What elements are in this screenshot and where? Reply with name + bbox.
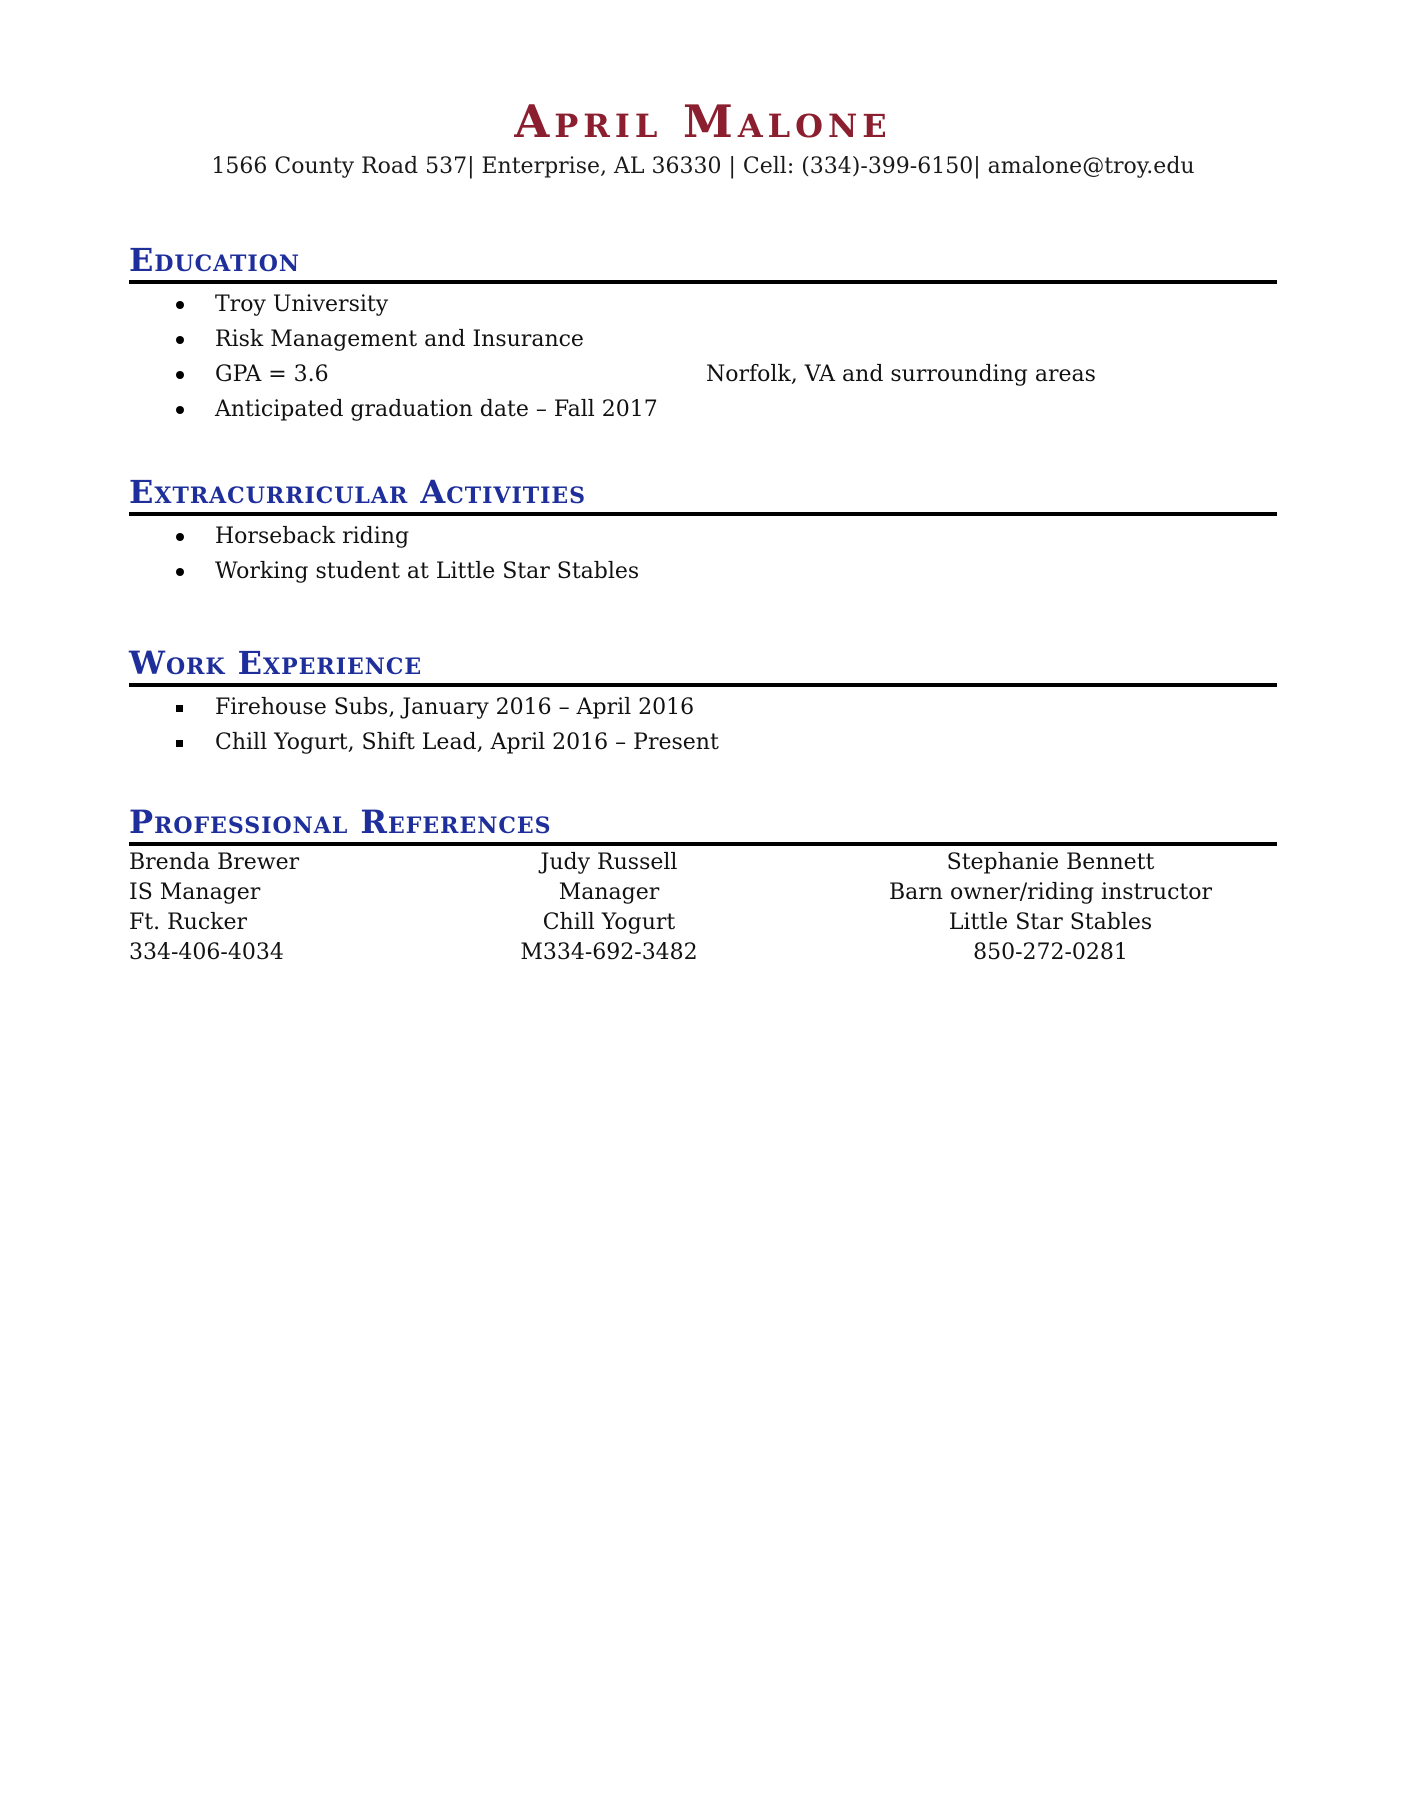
list-item: Working student at Little Star Stables <box>129 554 1277 589</box>
reference-phone: M334-692-3482 <box>520 940 698 966</box>
education-list <box>129 287 1277 427</box>
section-heading-references: Professional References <box>129 803 552 842</box>
list-item <box>129 357 1277 392</box>
education-location-note: Norfolk, VA and surrounding areas <box>706 362 1096 388</box>
reference-phone: 850-272-0281 <box>973 940 1128 966</box>
reference-column <box>824 848 1277 968</box>
section-heading-education: Education <box>129 241 300 280</box>
reference-name: Judy Russell <box>540 850 678 876</box>
section-education <box>129 243 1277 427</box>
work-experience-list <box>129 690 1277 760</box>
section-divider <box>129 683 1277 687</box>
reference-company: Chill Yogurt <box>542 910 676 936</box>
reference-name: Brenda Brewer <box>129 850 300 876</box>
list-item: Chill Yogurt, Shift Lead, April 2016 – Present <box>129 725 1277 760</box>
reference-column <box>129 848 429 968</box>
section-heading-work-experience: Work Experience <box>129 644 423 683</box>
section-work-experience <box>129 646 1277 760</box>
list-item: Risk Management and Insurance <box>129 322 1277 357</box>
reference-title: Barn owner/riding instructor <box>888 880 1213 906</box>
contact-info: 1566 County Road 537| Enterprise, AL 36330 | Cell: (334)-399-6150| amalone@troy.edu <box>211 154 1195 180</box>
section-heading-extracurricular: Extracurricular Activities <box>129 473 587 512</box>
section-references <box>129 805 1277 968</box>
reference-column <box>429 848 789 968</box>
page-title: April Malone <box>514 95 892 148</box>
section-divider <box>129 280 1277 284</box>
reference-company: Little Star Stables <box>948 910 1153 936</box>
section-divider <box>129 512 1277 516</box>
reference-title: Manager <box>558 880 660 906</box>
reference-phone: 334-406-4034 <box>129 940 284 966</box>
reference-company: Ft. Rucker <box>129 910 248 936</box>
references-row <box>129 848 1277 968</box>
section-divider <box>129 842 1277 846</box>
reference-title: IS Manager <box>129 880 261 906</box>
list-item: Horseback riding <box>129 519 1277 554</box>
list-item-text: GPA = 3.6 <box>215 362 329 388</box>
list-item: Anticipated graduation date – Fall 2017 <box>129 392 1277 427</box>
reference-name: Stephanie Bennett <box>946 850 1155 876</box>
extracurricular-list <box>129 519 1277 589</box>
list-item: Firehouse Subs, January 2016 – April 2016 <box>129 690 1277 725</box>
list-item: Troy University <box>129 287 1277 322</box>
section-extracurricular <box>129 475 1277 589</box>
